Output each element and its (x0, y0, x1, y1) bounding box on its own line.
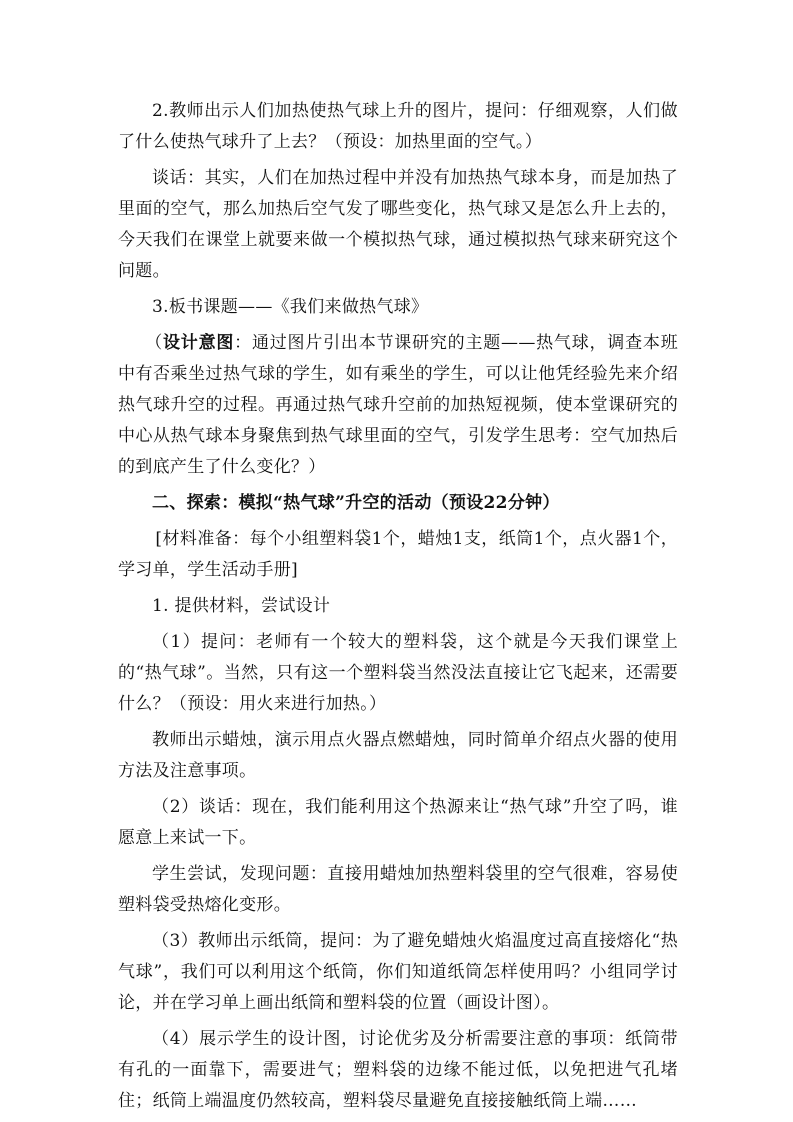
section-heading-explore: 二、探索：模拟“热气球”升空的活动（预设22分钟） (152, 493, 560, 513)
design-intent-label: 设计意图 (162, 333, 235, 353)
paragraph-student-try: 学生尝试，发现问题：直接用蜡烛加热塑料袋里的空气很难，容易使塑料袋受热熔化变形。 (118, 864, 678, 915)
document-body (118, 96, 678, 1122)
paragraph-provide-materials: 1. 提供材料，尝试设计 (152, 596, 331, 616)
paragraph-show-designs: （4）展示学生的设计图，讨论优劣及分析需要注意的事项：纸筒带有孔的一面靠下，需要进气；塑料袋的边缘不能过低，以免把进气孔堵住；纸筒上端温度仍然较高，塑料袋尽量避免直接接触纸筒上端…… (118, 1029, 678, 1111)
paragraph-paper-tube: （3）教师出示纸筒，提问：为了避免蜡烛火焰温度过高直接熔化“热气球”，我们可以利用这个纸筒，你们知道纸筒怎样使用吗？小组同学讨论，并在学习单上画出纸筒和塑料袋的位置（画设计图）。 (118, 931, 678, 1013)
paragraph-materials: [材料准备：每个小组塑料袋1个，蜡烛1支，纸筒1个，点火器1个，学习单，学生活动手册] (118, 529, 678, 580)
paragraph-talk: 谈话：其实，人们在加热过程中并没有加热热气球本身，而是加热了里面的空气，那么加热后空气发了哪些变化，热气球又是怎么升上去的，今天我们在课堂上就要来做一个模拟热气球，通过模拟热气球来研究这个问题。 (118, 168, 678, 281)
design-intent-text: ：通过图片引出本节课研究的主题——热气球，调查本班中有否乘坐过热气球的学生，如有乘坐的学生，可以让他凭经验先来介绍热气球升空的过程。再通过热气球升空前的加热短视频，使本堂课研究的中心从热气球本身聚焦到热气球里面的空气，引发学生思考：空气加热后的到底产生了什么变化？） (118, 333, 678, 477)
paragraph-blackboard-title: 3.板书课题——《我们来做热气球》 (152, 297, 429, 317)
paragraph-question-1: （1）提问：老师有一个较大的塑料袋，这个就是今天我们课堂上的“热气球”。当然，只有这一个塑料袋当然没法直接让它飞起来，还需要什么？（预设：用火来进行加热。） (118, 632, 678, 714)
paragraph-talk-2: （2）谈话：现在，我们能利用这个热源来让“热气球”升空了吗，谁愿意上来试一下。 (118, 797, 678, 848)
paragraph-design-intent (118, 328, 678, 483)
design-intent-open-paren: （ (145, 333, 163, 353)
paragraph-step-2: 2.教师出示人们加热使热气球上升的图片，提问：仔细观察，人们做了什么使热气球升了上去？（预设：加热里面的空气。） (118, 101, 678, 152)
paragraph-candle-demo: 教师出示蜡烛，演示用点火器点燃蜡烛，同时简单介绍点火器的使用方法及注意事项。 (118, 730, 678, 781)
